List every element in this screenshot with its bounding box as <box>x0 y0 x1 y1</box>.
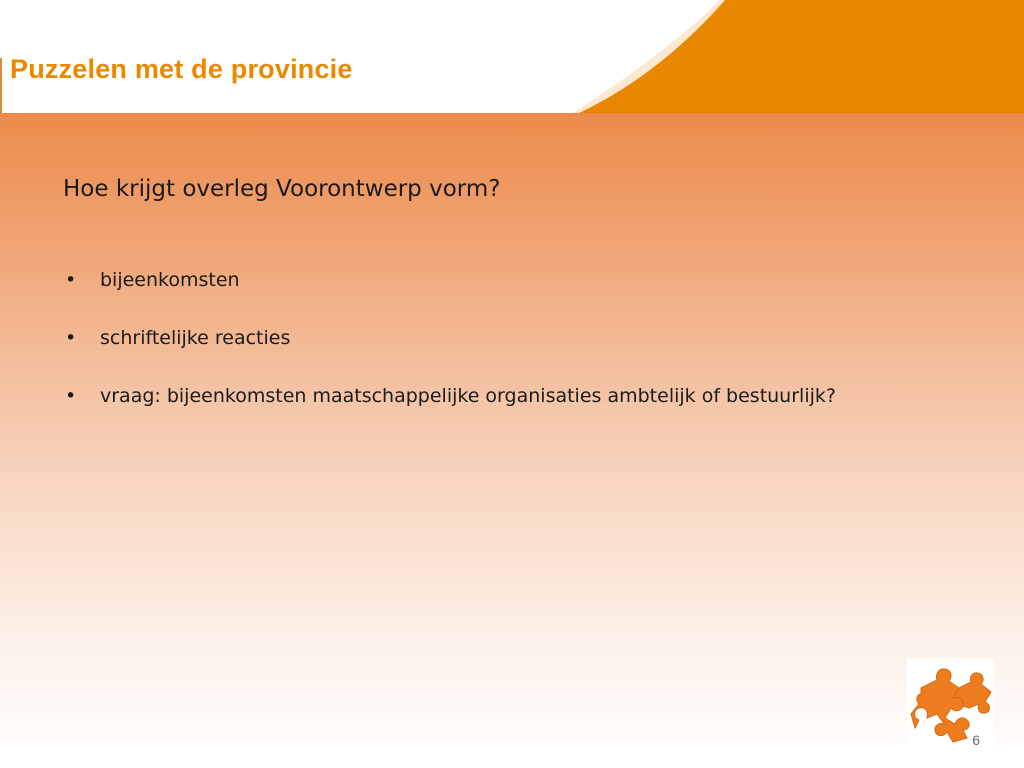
slide-title: Puzzelen met de provincie <box>10 54 353 84</box>
title-accent-line <box>0 58 2 115</box>
bullet-item: • schriftelijke reacties <box>63 316 943 360</box>
slide-header <box>0 0 1024 115</box>
header-divider <box>0 113 1024 116</box>
page-number: 6 <box>972 732 980 748</box>
bullet-item: • vraag: bijeenkomsten maatschappelijke organisaties ambtelijk of bestuurlijk? <box>63 374 943 418</box>
slide-background <box>0 115 1024 768</box>
puzzle-logo <box>907 658 994 745</box>
puzzle-piece-icon <box>907 658 994 745</box>
bullet-list <box>63 258 943 432</box>
bullet-item: • bijeenkomsten <box>63 258 943 302</box>
content-heading: Hoe krijgt overleg Voorontwerp vorm? <box>63 176 501 202</box>
